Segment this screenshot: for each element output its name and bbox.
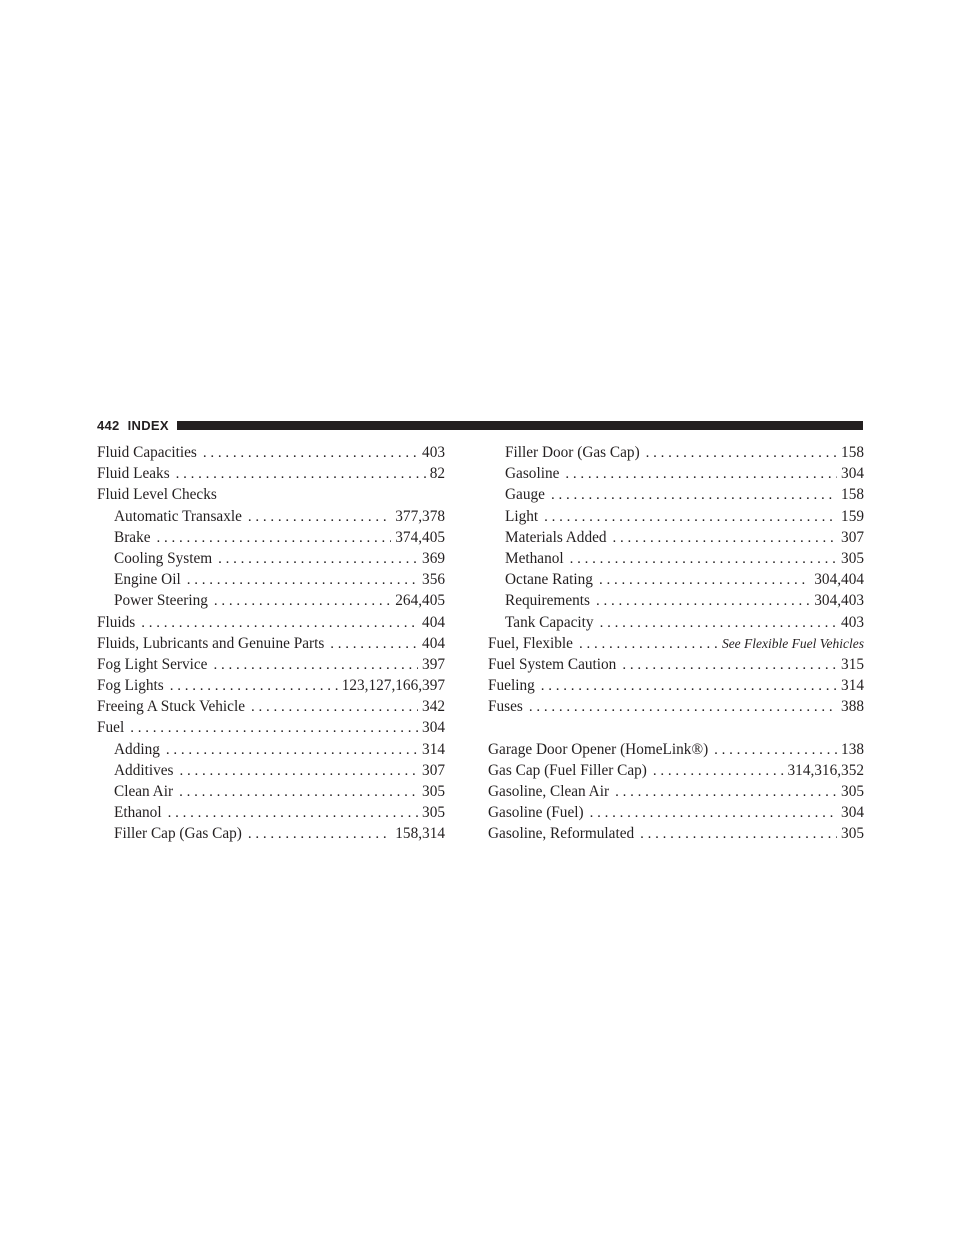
dot-leader <box>529 697 837 718</box>
index-term: Materials Added <box>505 528 607 546</box>
dot-leader <box>187 570 418 591</box>
dot-leader <box>214 591 391 612</box>
index-term: Gasoline, Reformulated <box>488 825 635 843</box>
index-subentry <box>488 442 864 463</box>
index-entry <box>97 484 445 505</box>
index-term: Adding <box>114 740 160 758</box>
dot-leader <box>579 634 718 655</box>
page-reference: 377,378 <box>395 507 445 525</box>
page-reference: 264,405 <box>395 592 445 610</box>
dot-leader <box>613 528 838 549</box>
dot-leader <box>596 591 810 612</box>
page-reference: 374,405 <box>395 528 445 546</box>
index-subentry <box>488 612 864 633</box>
dot-leader <box>213 655 418 676</box>
index-subentry <box>488 484 864 505</box>
page-reference: 403 <box>422 444 445 461</box>
dot-leader <box>622 655 837 676</box>
index-term: Freeing A Stuck Vehicle <box>97 698 245 716</box>
page-reference: 304,403 <box>814 592 864 610</box>
index-term: Gauge <box>505 486 545 504</box>
index-term: Filler Door (Gas Cap) <box>505 444 640 461</box>
page-reference: 158,314 <box>395 825 445 843</box>
index-entry <box>488 823 864 844</box>
cross-reference: See Flexible Fuel Vehicles <box>721 635 864 651</box>
dot-leader <box>166 740 418 761</box>
dot-leader <box>170 676 338 697</box>
page-reference: 304 <box>841 804 864 822</box>
page-reference: 305 <box>841 549 864 567</box>
page-reference: 304 <box>841 465 864 483</box>
dot-leader <box>544 507 837 528</box>
index-term: Additives <box>114 761 174 779</box>
index-subentry <box>488 548 864 569</box>
index-column-left <box>97 442 445 845</box>
index-term: Automatic Transaxle <box>114 507 242 525</box>
page-reference: 314,316,352 <box>787 761 864 779</box>
index-term: Ethanol <box>114 804 162 822</box>
index-term: Fluid Capacities <box>97 444 197 461</box>
index-entry <box>488 633 864 654</box>
index-term: Octane Rating <box>505 571 593 589</box>
page-reference: 369 <box>422 549 445 567</box>
index-entry <box>488 739 864 760</box>
page-reference: 404 <box>422 634 445 652</box>
page-reference: 304,404 <box>814 571 864 589</box>
page-reference: 403 <box>841 613 864 631</box>
index-term: Power Steering <box>114 592 208 610</box>
dot-leader <box>248 824 391 845</box>
index-entry <box>97 442 445 463</box>
index-term: Fluid Leaks <box>97 465 170 483</box>
index-subentry <box>97 823 445 844</box>
dot-leader <box>141 613 418 634</box>
dot-leader <box>251 697 418 718</box>
index-term: Fuses <box>488 698 523 716</box>
page-reference: 305 <box>422 804 445 822</box>
index-term: Light <box>505 507 539 525</box>
dot-leader <box>653 761 784 782</box>
index-term: Gas Cap (Fuel Filler Cap) <box>488 761 647 779</box>
dot-leader <box>570 549 837 570</box>
index-column-right <box>488 442 864 845</box>
index-entry <box>97 717 445 738</box>
index-term: Fuel <box>97 719 125 737</box>
page-number: 442 <box>97 417 120 433</box>
page-reference: 158 <box>841 486 864 504</box>
page-reference: 138 <box>841 740 864 758</box>
page-reference: 307 <box>841 528 864 546</box>
index-subentry <box>97 548 445 569</box>
page-reference: 314 <box>422 740 445 758</box>
index-entry <box>488 675 864 696</box>
index-entry <box>488 654 864 675</box>
index-entry <box>97 654 445 675</box>
index-term: Fluids, Lubricants and Genuine Parts <box>97 634 325 652</box>
index-term: Fog Light Service <box>97 655 208 673</box>
page-reference: 397 <box>422 655 445 673</box>
page-reference: 307 <box>422 761 445 779</box>
dot-leader <box>130 718 418 739</box>
index-entry <box>488 696 864 717</box>
index-term: Engine Oil <box>114 571 181 589</box>
index-term: Gasoline, Clean Air <box>488 783 610 800</box>
index-subentry <box>488 590 864 611</box>
index-term: Gasoline <box>505 465 560 483</box>
index-subentry <box>488 506 864 527</box>
dot-leader <box>646 443 837 464</box>
dot-leader <box>203 443 418 464</box>
index-term: Brake <box>114 528 151 546</box>
dot-leader <box>157 528 392 549</box>
index-term: Gasoline (Fuel) <box>488 804 584 822</box>
dot-leader <box>218 549 418 570</box>
index-entry <box>97 633 445 654</box>
index-entry <box>488 802 864 823</box>
index-subentry <box>97 527 445 548</box>
index-subentry <box>488 569 864 590</box>
dot-leader <box>599 570 810 591</box>
index-entry <box>488 781 864 802</box>
dot-leader <box>179 782 418 803</box>
index-subentry <box>488 463 864 484</box>
index-term: Filler Cap (Gas Cap) <box>114 825 242 843</box>
index-term: Cooling System <box>114 549 213 567</box>
dot-leader <box>248 507 391 528</box>
dot-leader <box>590 803 837 824</box>
index-entry <box>97 463 445 484</box>
index-term: Fuel System Caution <box>488 655 617 673</box>
section-title: INDEX <box>127 417 169 433</box>
page-reference: 159 <box>841 507 864 525</box>
index-term: Clean Air <box>114 783 174 800</box>
index-term: Fuel, Flexible <box>488 634 573 652</box>
index-term: Fluid Level Checks <box>97 486 217 504</box>
dot-leader <box>168 803 418 824</box>
index-entry <box>97 675 445 696</box>
page-reference: 356 <box>422 571 445 589</box>
index-subentry <box>97 760 445 781</box>
page-reference: 123,127,166,397 <box>341 677 445 695</box>
dot-leader <box>541 676 837 697</box>
dot-leader <box>551 485 837 506</box>
dot-leader <box>640 824 837 845</box>
page-reference: 388 <box>841 698 864 716</box>
index-entry <box>97 612 445 633</box>
index-subentry <box>97 739 445 760</box>
page-reference: 158 <box>841 444 864 461</box>
index-subentry <box>97 781 445 802</box>
dot-leader <box>330 634 418 655</box>
index-term: Requirements <box>505 592 590 610</box>
page-reference: 305 <box>422 783 445 800</box>
index-subentry <box>97 506 445 527</box>
index-entry <box>97 696 445 717</box>
index-subentry <box>97 802 445 823</box>
index-term: Garage Door Opener (HomeLink®) <box>488 740 709 758</box>
index-subentry <box>488 527 864 548</box>
page-reference: 342 <box>422 698 445 716</box>
dot-leader <box>714 740 837 761</box>
page-reference: 315 <box>841 655 864 673</box>
dot-leader <box>565 464 837 485</box>
page-header <box>97 416 863 434</box>
section-spacer <box>488 717 864 738</box>
page-reference: 404 <box>422 613 445 631</box>
index-subentry <box>97 590 445 611</box>
index-subentry <box>97 569 445 590</box>
dot-leader <box>615 782 837 803</box>
page-reference: 305 <box>841 825 864 843</box>
dot-leader <box>176 464 426 485</box>
header-rule <box>177 421 863 430</box>
index-term: Methanol <box>505 549 564 567</box>
dot-leader <box>180 761 419 782</box>
page-reference: 305 <box>841 783 864 800</box>
page-reference: 304 <box>422 719 445 737</box>
index-term: Fueling <box>488 677 535 695</box>
page-reference: 314 <box>841 677 864 695</box>
page-reference: 82 <box>429 465 445 483</box>
index-term: Fluids <box>97 613 136 631</box>
dot-leader <box>600 613 837 634</box>
index-entry <box>488 760 864 781</box>
index-term: Fog Lights <box>97 677 164 695</box>
index-term: Tank Capacity <box>505 613 594 631</box>
